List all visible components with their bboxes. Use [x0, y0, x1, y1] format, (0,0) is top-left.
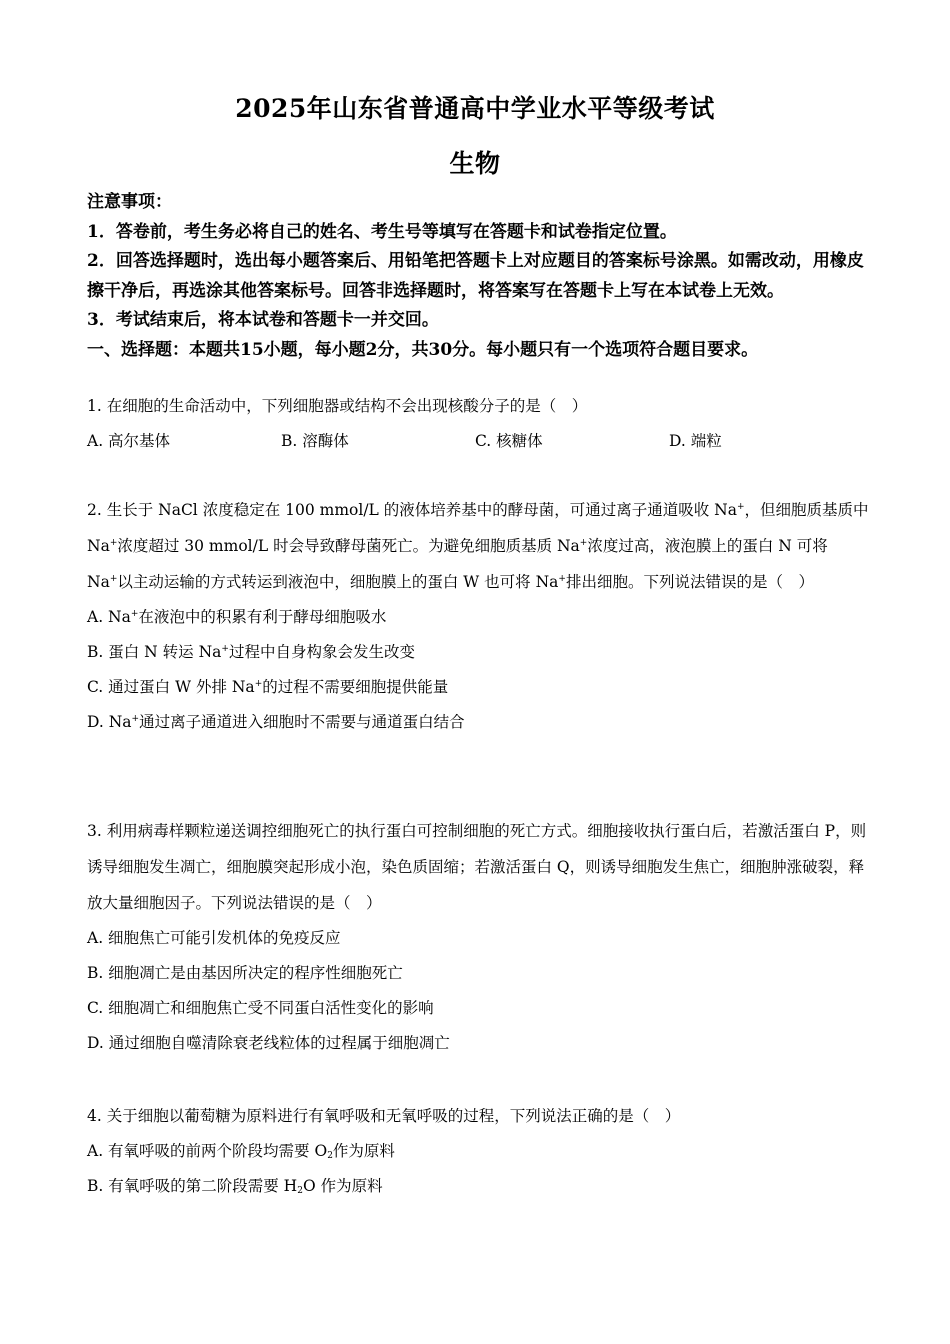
subject-title: 生物 [449, 149, 501, 178]
option-b: B. 蛋白 N 转运 Na+过程中自身构象会发生改变 [87, 643, 415, 661]
notice-heading: 注意事项： [87, 192, 172, 212]
option-a: A. Na+在液泡中的积累有利于酵母细胞吸水 [87, 608, 387, 626]
option-c: C. 核糖体 [475, 432, 543, 450]
option-d: D. 端粒 [669, 432, 722, 450]
option-a: A. 细胞焦亡可能引发机体的免疫反应 [87, 929, 341, 947]
option-b: B. 细胞凋亡是由基因所决定的程序性细胞死亡 [87, 964, 403, 982]
notice-item-1: 1．答卷前，考生务必将自己的姓名、考生号等填写在答题卡和试卷指定位置。 [87, 221, 677, 242]
option-b: B. 有氧呼吸的第二阶段需要 $H_2O$ 作为原料 [87, 1177, 383, 1196]
option-a: A. 高尔基体 [87, 432, 171, 450]
option-d: D. Na+通过离子通道进入细胞时不需要与通道蛋白结合 [87, 713, 465, 731]
question-3-stem: 3. 利用病毒样颗粒递送调控细胞死亡的执行蛋白可控制细胞的死亡方式。细胞接收执行蛋白后，若激活蛋白 P，则诱导细胞发生凋亡，细胞膜突起形成小泡，染色质固缩；若激活蛋白 Q，则诱导细胞发生焦亡，细胞肿涨破裂，释放大量细胞因子。下列说法错误的是（ ） [87, 822, 867, 912]
option-c: C. 通过蛋白 W 外排 Na+的过程不需要细胞提供能量 [87, 678, 449, 696]
question-4-stem: 4. 关于细胞以葡萄糖为原料进行有氧呼吸和无氧呼吸的过程，下列说法正确的是（ ） [87, 1107, 681, 1125]
question-3 [87, 813, 877, 1061]
notice-item-3: 3．考试结束后，将本试卷和答题卡一并交回。 [87, 310, 439, 331]
question-2 [87, 492, 877, 740]
exam-title: 2025年山东省普通高中学业水平等级考试 [235, 94, 715, 123]
option-c: C. 细胞凋亡和细胞焦亡受不同蛋白活性变化的影响 [87, 999, 434, 1017]
option-d: D. 通过细胞自噬清除衰老线粒体的过程属于细胞凋亡 [87, 1034, 450, 1052]
section-heading: 一、选择题：本题共15小题，每小题2分，共30分。每小题只有一个选项符合题目要求。 [87, 339, 759, 360]
option-a: A. 有氧呼吸的前两个阶段均需要 $O_2$作为原料 [87, 1142, 395, 1161]
question-4 [87, 1098, 877, 1204]
question-1 [87, 388, 877, 459]
notice-item-2: 2．回答选择题时，选出每小题答案后、用铅笔把答题卡上对应题目的答案标号涂黑。如需改动，用橡皮擦干净后，再选涂其他答案标号。回答非选择题时，将答案写在答题卡上写在本试卷上无效。 [87, 251, 864, 301]
question-2-stem: 2. 生长于 NaCl 浓度稳定在 100 mmol/L 的液体培养基中的酵母菌，可通过离子通道吸收 Na+，但细胞质基质中 Na+浓度超过 30 mmol/L 时会导致酵母菌死亡。为避免细胞质基质 Na+浓度过高，液泡膜上的蛋白 N 可将 Na+以主动运输的方式转运到液泡中，细胞膜上的蛋白 W 也可将 Na+排出细胞。下列说法错误的是（ ） [87, 501, 869, 591]
question-1-stem: 1. 在细胞的生命活动中，下列细胞器或结构不会出现核酸分子的是（ ） [87, 397, 588, 415]
question-1-options [87, 424, 877, 459]
option-b: B. 溶酶体 [281, 432, 349, 450]
notice-section [87, 188, 877, 366]
